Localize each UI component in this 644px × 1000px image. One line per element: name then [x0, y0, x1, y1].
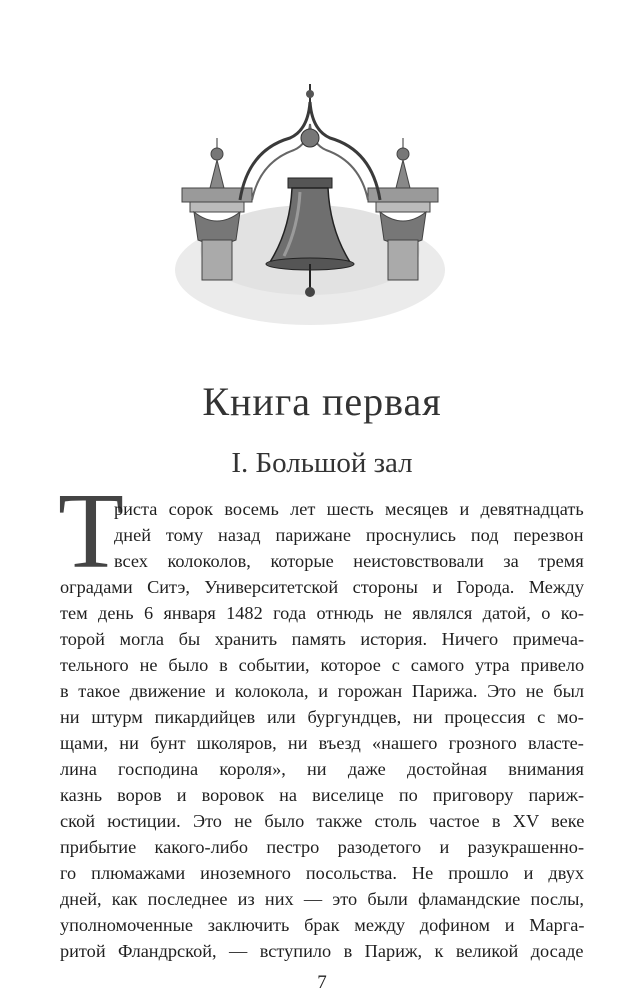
text-line: ни штурм пикардийцев или бургундцев, ни процессия с мо-: [60, 707, 584, 727]
text-line: уполномоченные заключить брак между дофином и Марга-: [60, 915, 585, 935]
text-line: го плюмажами иноземного посольства. Не прошло и двух: [60, 863, 584, 883]
bell-arch-illustration: [160, 80, 460, 345]
text-line: прибытие какого-либо пестро разодетого и разукрашенно-: [60, 837, 585, 857]
text-line: в такое движение и колокола, и горожан Парижа. Это не был: [60, 681, 584, 701]
text-line: ритой Фландрской, — вступило в Париж, к великой досаде: [60, 941, 584, 961]
text-line: казнь воров и воровок на виселице по приговору париж-: [60, 785, 585, 805]
drop-cap: Т: [58, 472, 124, 591]
text-line: дней тому назад парижане проснулись под перезвон: [114, 525, 584, 545]
text-line: ской юстиции. Это не было также столь частое в XV веке: [60, 811, 585, 831]
chapter-title: I. Большой зал: [231, 447, 413, 479]
text-line: щами, ни бунт школяров, ни въезд «нашего грозного власте-: [60, 733, 584, 753]
page-number: 7: [317, 972, 327, 993]
text-line: дней, как последнее из них — это были фламандские послы,: [60, 889, 584, 909]
text-line: тельного не было в событии, которое с самого утра привело: [60, 655, 585, 675]
text-line: оградами Ситэ, Университетской стороны и Города. Между: [60, 577, 584, 597]
arch-mask-ornament: [301, 129, 319, 147]
text-line: тем день 6 января 1482 года отнюдь не являлся датой, о ко-: [60, 603, 584, 623]
text-line: торой могла бы хранить память история. Ничего примеча-: [60, 629, 585, 649]
text-line: лина господина короля», ни даже достойная внимания: [60, 759, 584, 779]
text-line: риста сорок восемь лет шесть месяцев и девятнадцать: [114, 499, 584, 519]
book-title: Книга первая: [202, 379, 442, 424]
text-line: всех колоколов, которые неистовствовали за тремя: [114, 551, 584, 571]
